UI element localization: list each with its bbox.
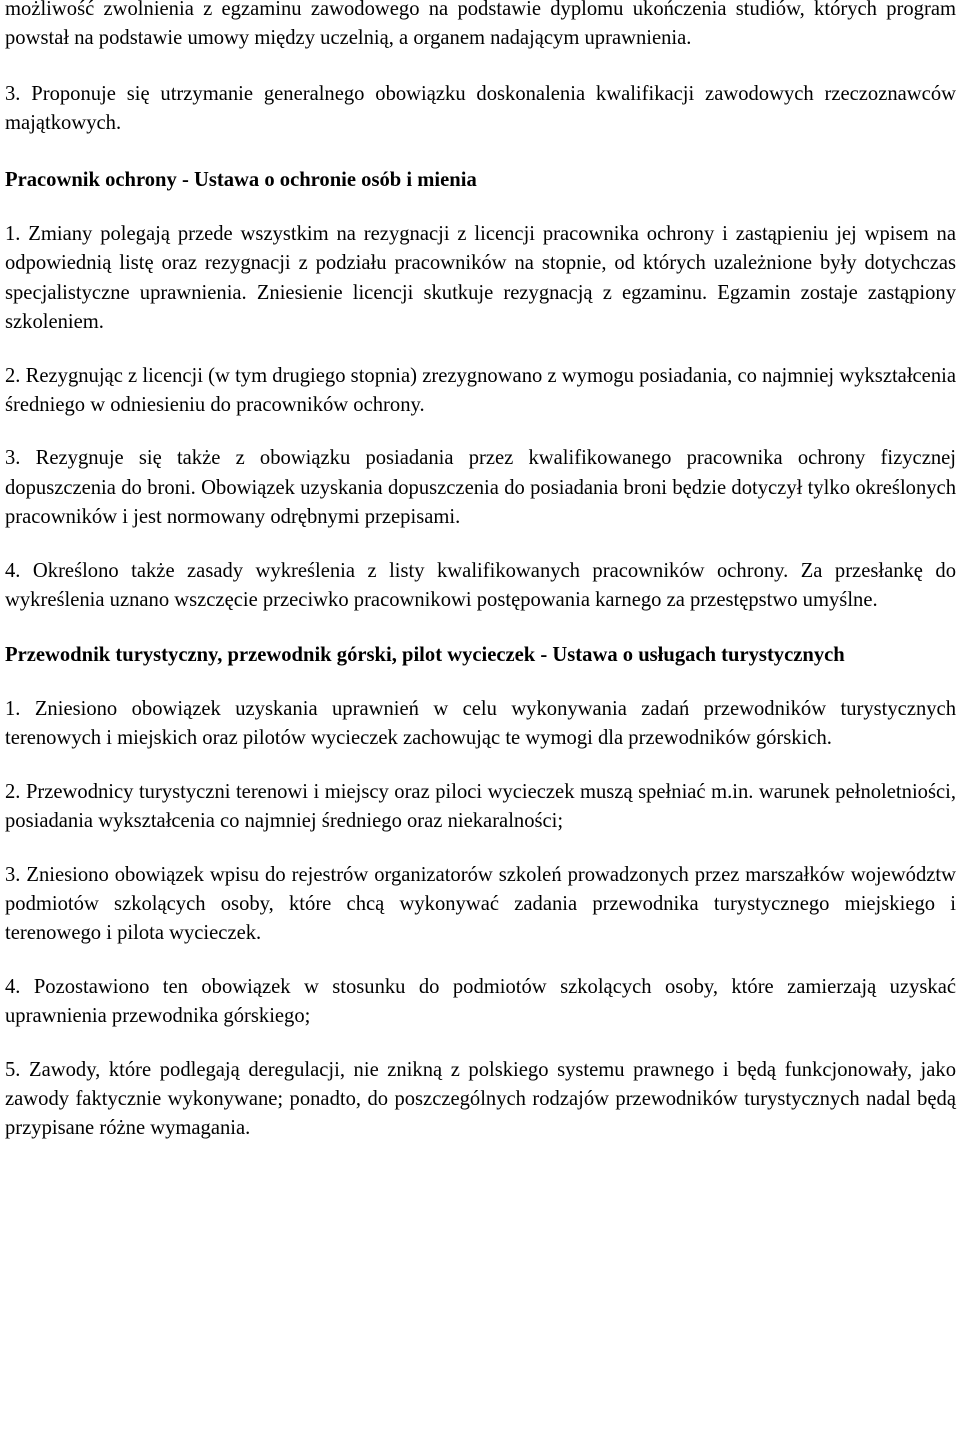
security-item-4: 4. Określono także zasady wykreślenia z listy kwalifikowanych pracowników ochrony. Za przesłankę do wykreślenia uznano wszczęcie przeciwko pracownikowi postępowania karnego za przestępstwo umyślne. [5,559,956,612]
intro-continuation-paragraph: możliwość zwolnienia z egzaminu zawodowego na podstawie dyplomu ukończenia studiów, których program powstał na podstawie umowy między uczelnią, a organem nadającym uprawnienia. [5,0,956,50]
guides-item-1: 1. Zniesiono obowiązek uzyskania uprawnień w celu wykonywania zadań przewodników turystycznych terenowych i miejskich oraz pilotów wycieczek zachowując te wymogi dla przewodników górskich. [5,697,956,750]
security-item-1: 1. Zmiany polegają przede wszystkim na rezygnacji z licencji pracownika ochrony i zastąpieniu jej wpisem na odpowiednią listę oraz rezygnacji z podziału pracowników na stopnie, od których uzależnione były dotychczas specjalistyczne uprawnienia. Zniesienie licencji skutkuje rezygnacją z egzaminu. Egzamin zostaje zastąpiony szkoleniem. [5,223,956,334]
section-heading-guides: Przewodnik turystyczny, przewodnik górski, pilot wycieczek - Ustawa o usługach turystycznych [5,643,845,666]
guides-item-3: 3. Zniesiono obowiązek wpisu do rejestrów organizatorów szkoleń prowadzonych przez marszałków województw podmiotów szkolących osoby, które chcą wykonywać zadania przewodnika turystycznego miejskiego i terenowego i pilota wycieczek. [5,863,956,945]
guides-item-4: 4. Pozostawiono ten obowiązek w stosunku do podmiotów szkolących osoby, które zamierzają uzyskać uprawnienia przewodnika górskiego; [5,975,956,1028]
guides-item-2: 2. Przewodnicy turystyczni terenowi i miejscy oraz piloci wycieczek muszą spełniać m.in. warunek pełnoletniości, posiadania wykształcenia co najmniej średniego oraz niekaralności; [5,780,956,833]
security-item-2: 2. Rezygnując z licencji (w tym drugiego stopnia) zrezygnowano z wymogu posiadania, co najmniej wykształcenia średniego w odniesieniu do pracowników ochrony. [5,364,956,417]
guides-item-5: 5. Zawody, które podlegają deregulacji, nie znikną z polskiego systemu prawnego i będą funkcjonowały, jako zawody faktycznie wykonywane; ponadto, do poszczególnych rodzajów przewodników turystycznych nadal będą przypisane różne wymagania. [5,1058,956,1140]
intro-item-3: 3. Proponuje się utrzymanie generalnego obowiązku doskonalenia kwalifikacji zawodowych rzeczoznawców majątkowych. [5,82,956,135]
security-item-3: 3. Rezygnuje się także z obowiązku posiadania przez kwalifikowanego pracownika ochrony fizycznej dopuszczenia do broni. Obowiązek uzyskania dopuszczenia do posiadania broni będzie dotyczył tylko określonych pracowników i jest normowany odrębnymi przepisami. [5,447,956,529]
document-page [5,0,956,1144]
section-heading-security: Pracownik ochrony - Ustawa o ochronie osób i mienia [5,168,477,191]
